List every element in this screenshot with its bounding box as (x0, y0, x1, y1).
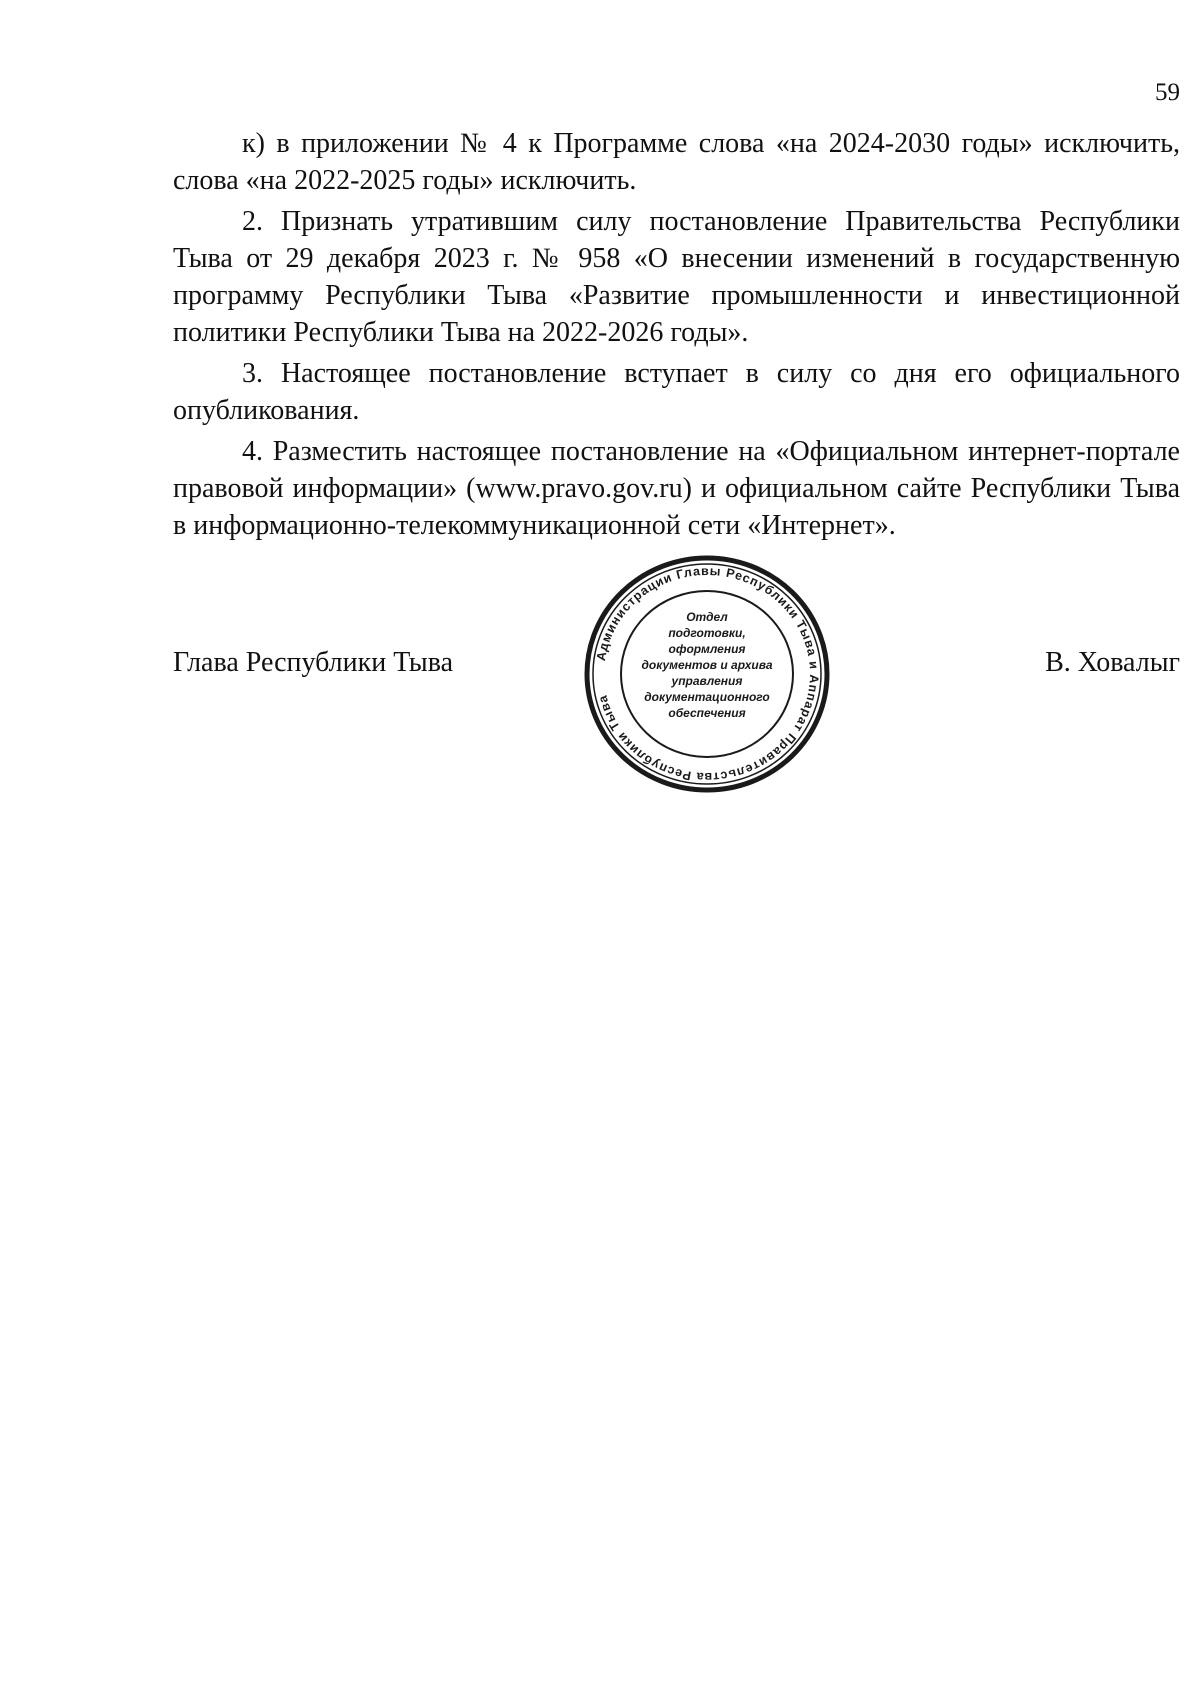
signatory-position: Глава Республики Тыва (173, 647, 454, 678)
seal-inner-line: обеспечения (668, 706, 746, 720)
seal-graphic (582, 553, 832, 795)
paragraph-4: 4. Разместить настоящее постановление на «Официальном интернет-портале правовой информации» (www.pravo.gov.ru) и официальном сайте Республики Тыва в информационно-телекоммуникационной сети «Интернет». (173, 436, 1180, 541)
seal-inner-line: документов и архива (641, 658, 773, 672)
paragraph-2: 2. Признать утратившим силу постановление Правительства Республики Тыва от 29 декабря 2023 г. № 958 «О внесении изменений в государственную программу Республики Тыва «Развитие промышленности и инвестиционной политики Республики Тыва на 2022-2026 годы». (173, 206, 1180, 348)
paragraph-k: к) в приложении № 4 к Программе слова «на 2024-2030 годы» исключить, слова «на 2022-2025 годы» исключить. (173, 128, 1180, 196)
document-body (173, 125, 1180, 544)
seal-inner-line: подготовки, (668, 626, 746, 640)
signatory-name: В. Ховалыг (1045, 647, 1180, 678)
official-seal (582, 553, 832, 795)
seal-inner-text (641, 610, 772, 720)
page-number: 59 (1155, 79, 1180, 106)
seal-inner-line: управления (671, 674, 743, 688)
seal-outer-text: Администрации Главы Республики Тыва и Аппарат Правительства Республики Тыва (593, 563, 822, 785)
seal-inner-line: Отдел (686, 610, 728, 624)
seal-inner-line: оформления (668, 642, 746, 656)
seal-inner-line: документационного (644, 690, 770, 704)
paragraph-3: 3. Настоящее постановление вступает в силу со дня его официального опубликования. (173, 358, 1180, 426)
